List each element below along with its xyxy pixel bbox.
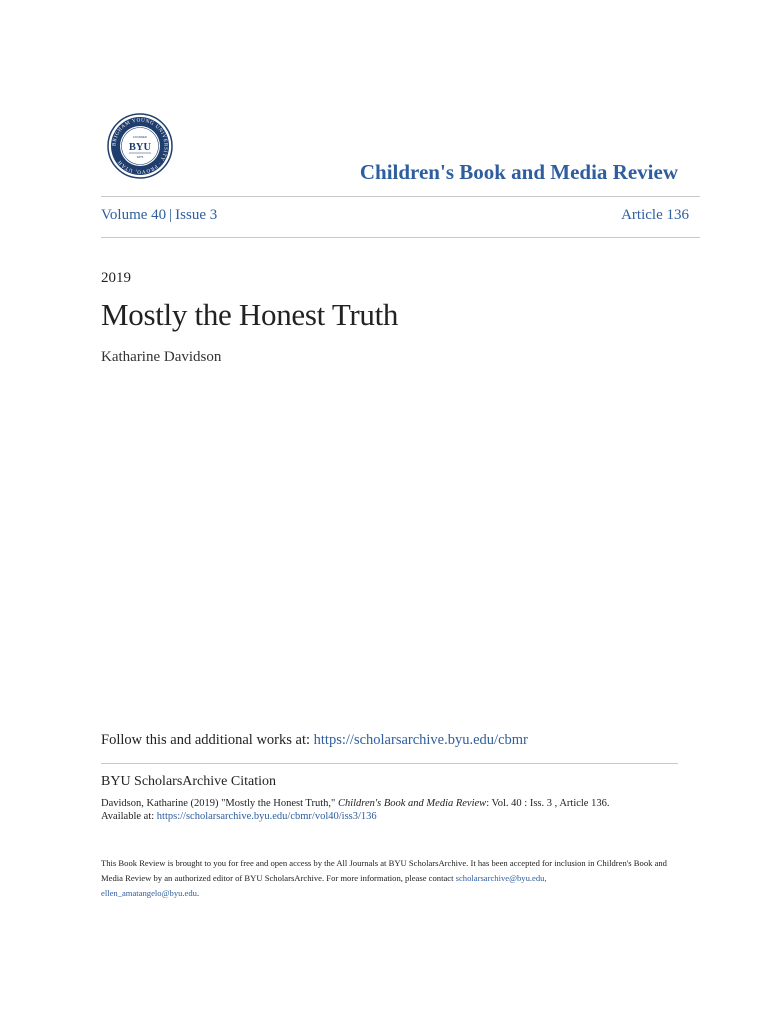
article-title: Mostly the Honest Truth bbox=[101, 297, 399, 332]
follow-line bbox=[101, 732, 528, 749]
follow-url-link[interactable]: https://scholarsarchive.byu.edu/cbmr bbox=[313, 732, 528, 748]
svg-text:FOUNDED: FOUNDED bbox=[133, 135, 147, 139]
notice-text: This Book Review is brought to you for free and open access by the All Journals at BYU ScholarsArchive. It has been accepted for inclusion in Children's Book and Media Review by an authorized editor of BYU ScholarsArchive. For more information, please contact bbox=[101, 858, 667, 883]
byu-seal-logo bbox=[107, 113, 173, 179]
article-author: Katharine Davidson bbox=[101, 349, 222, 365]
article-number-link[interactable]: Article 136 bbox=[621, 207, 689, 223]
citation-heading: BYU ScholarsArchive Citation bbox=[101, 774, 276, 789]
available-at-label: Available at: bbox=[101, 811, 155, 822]
svg-text:BRIGHAM YOUNG UNIVERSITY · PRO: BRIGHAM YOUNG UNIVERSITY · PROVO, UTAH bbox=[111, 117, 169, 175]
follow-label: Follow this and additional works at: bbox=[101, 732, 311, 748]
contact-email-link-2[interactable]: ellen_amatangelo@byu.edu bbox=[101, 888, 197, 898]
citation-journal: Children's Book and Media Review bbox=[337, 798, 487, 809]
header-divider-top bbox=[101, 196, 700, 197]
issue-link[interactable]: Issue 3 bbox=[175, 207, 218, 223]
article-year: 2019 bbox=[101, 270, 131, 286]
citation-body bbox=[101, 797, 701, 823]
available-url-link[interactable]: https://scholarsarchive.byu.edu/cbmr/vol40/iss3/136 bbox=[156, 811, 377, 822]
svg-text:BYU: BYU bbox=[128, 142, 152, 153]
journal-title-link[interactable]: Children's Book and Media Review bbox=[359, 160, 678, 184]
citation-text-before: Davidson, Katharine (2019) "Mostly the Honest Truth," bbox=[101, 798, 336, 809]
contact-email-link-1[interactable]: scholarsarchive@byu.edu, bbox=[455, 873, 547, 883]
citation-text-after: : Vol. 40 : Iss. 3 , Article 136. bbox=[486, 798, 610, 809]
volume-issue-separator: | bbox=[169, 207, 173, 223]
citation-divider bbox=[101, 763, 678, 764]
access-notice bbox=[101, 856, 681, 901]
svg-text:1875: 1875 bbox=[136, 155, 144, 159]
volume-issue bbox=[101, 207, 217, 224]
notice-end: . bbox=[196, 888, 200, 898]
volume-link[interactable]: Volume 40 bbox=[101, 207, 167, 223]
header-divider-bottom bbox=[101, 237, 700, 238]
